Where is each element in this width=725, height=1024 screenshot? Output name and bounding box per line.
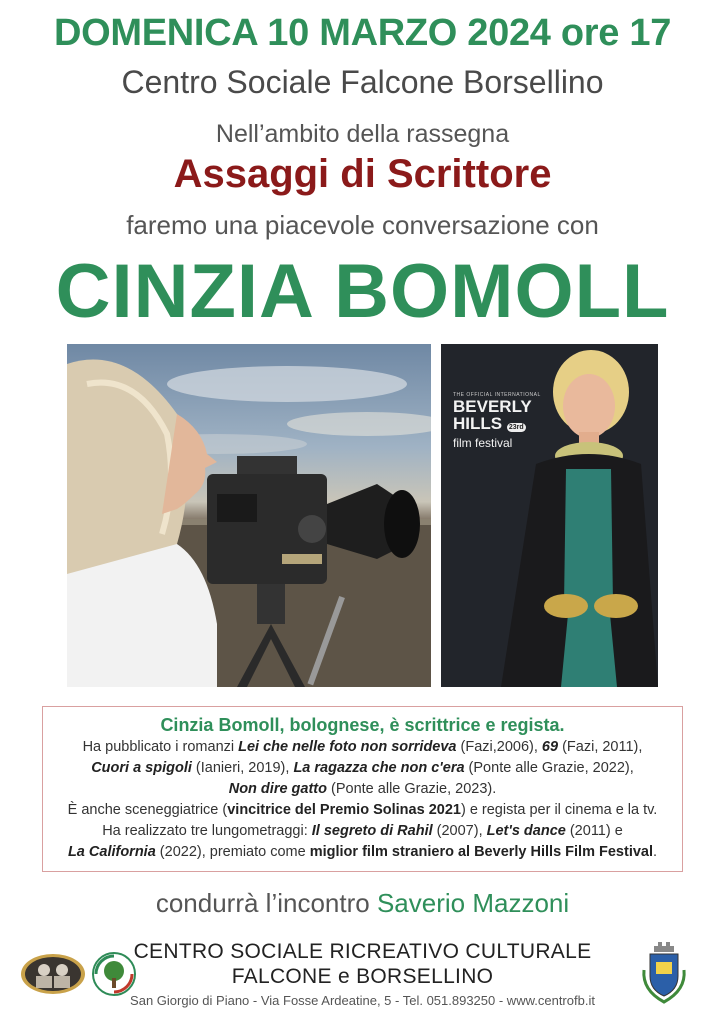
bio-line-novels-1 [43, 737, 682, 758]
award-text: vincitrice del Premio Solinas 2021 [227, 802, 461, 818]
host-name: Saverio Mazzoni [376, 888, 570, 918]
bio-text: (Ianieri, 2019), [191, 760, 294, 776]
bio-text: (2022), premiato come [155, 844, 310, 860]
festival-banner-beverly: BEVERLY [453, 397, 532, 416]
organizer-address: San Giorgio di Piano - Via Fosse Ardeatine, 5 - Tel. 051.893250 - www.centrofb.it [130, 993, 595, 1008]
book-title: Cuori a spigoli [91, 760, 192, 776]
book-title: Lei che nelle foto non sorrideva [238, 739, 457, 755]
festival-banner-film-festival: film festival [453, 436, 513, 450]
bio-text: Ha pubblicato i romanzi [82, 739, 239, 755]
award-text: miglior film straniero al Beverly Hills Film Festival [309, 844, 654, 860]
event-venue: Centro Sociale Falcone Borsellino [121, 64, 604, 100]
camera-scene-illustration [67, 344, 431, 687]
bio-text: È anche sceneggiatrice ( [67, 802, 228, 818]
bio-text: (Ponte alle Grazie, 2022), [464, 760, 634, 776]
author-camera-photo [67, 344, 431, 687]
festival-banner [453, 392, 543, 450]
bio-heading: Cinzia Bomoll, bolognese, è scrittrice e regista. [160, 715, 565, 735]
organizer-line-2: FALCONE e BORSELLINO [231, 965, 494, 988]
author-name: CINZIA BOMOLL [55, 249, 670, 334]
bio-text: (2007), [432, 823, 487, 839]
festival-banner-edition: 23rd [508, 424, 524, 431]
book-title: La ragazza che non c'era [293, 760, 465, 776]
bio-box [42, 706, 683, 872]
bio-text: Ha realizzato tre lungometraggi: [102, 823, 312, 839]
festival-banner-official: THE OFFICIAL INTERNATIONAL [453, 392, 541, 398]
bio-text: (Fazi,2006), [456, 739, 542, 755]
festival-banner-hills: HILLS [453, 414, 503, 433]
bio-line-films-2 [43, 842, 682, 863]
book-title: Non dire gatto [228, 781, 327, 797]
series-title: Assaggi di Scrittore [173, 152, 552, 196]
film-title: Il segreto di Rahil [311, 823, 433, 839]
organizer-line-1: CENTRO SOCIALE RICREATIVO CULTURALE [133, 940, 592, 963]
bio-line-screenwriter [43, 800, 682, 821]
event-date: DOMENICA 10 MARZO 2024 ore 17 [53, 12, 672, 54]
bio-text: ) e regista per il cinema e la tv. [460, 802, 658, 818]
conversation-line: faremo una piacevole conversazione con [126, 210, 599, 240]
bio-text: (2011) e [565, 823, 623, 839]
intro-line: Nell’ambito della rassegna [215, 120, 510, 148]
author-festival-photo [441, 344, 658, 687]
bio-text: (Fazi, 2011), [558, 739, 643, 755]
film-title: La California [67, 844, 156, 860]
bio-text: (Ponte alle Grazie, 2023). [327, 781, 497, 797]
host-prefix: condurrà l’incontro [155, 888, 377, 918]
film-title: Let's dance [486, 823, 566, 839]
host-line [0, 888, 725, 919]
book-title: 69 [541, 739, 559, 755]
bio-line-novels-3 [43, 779, 682, 800]
municipality-crest [640, 940, 688, 1004]
coat-of-arms-icon [640, 940, 688, 1004]
bio-line-films-1 [43, 821, 682, 842]
bio-line-novels-2 [43, 758, 682, 779]
bio-text: . [653, 844, 658, 860]
